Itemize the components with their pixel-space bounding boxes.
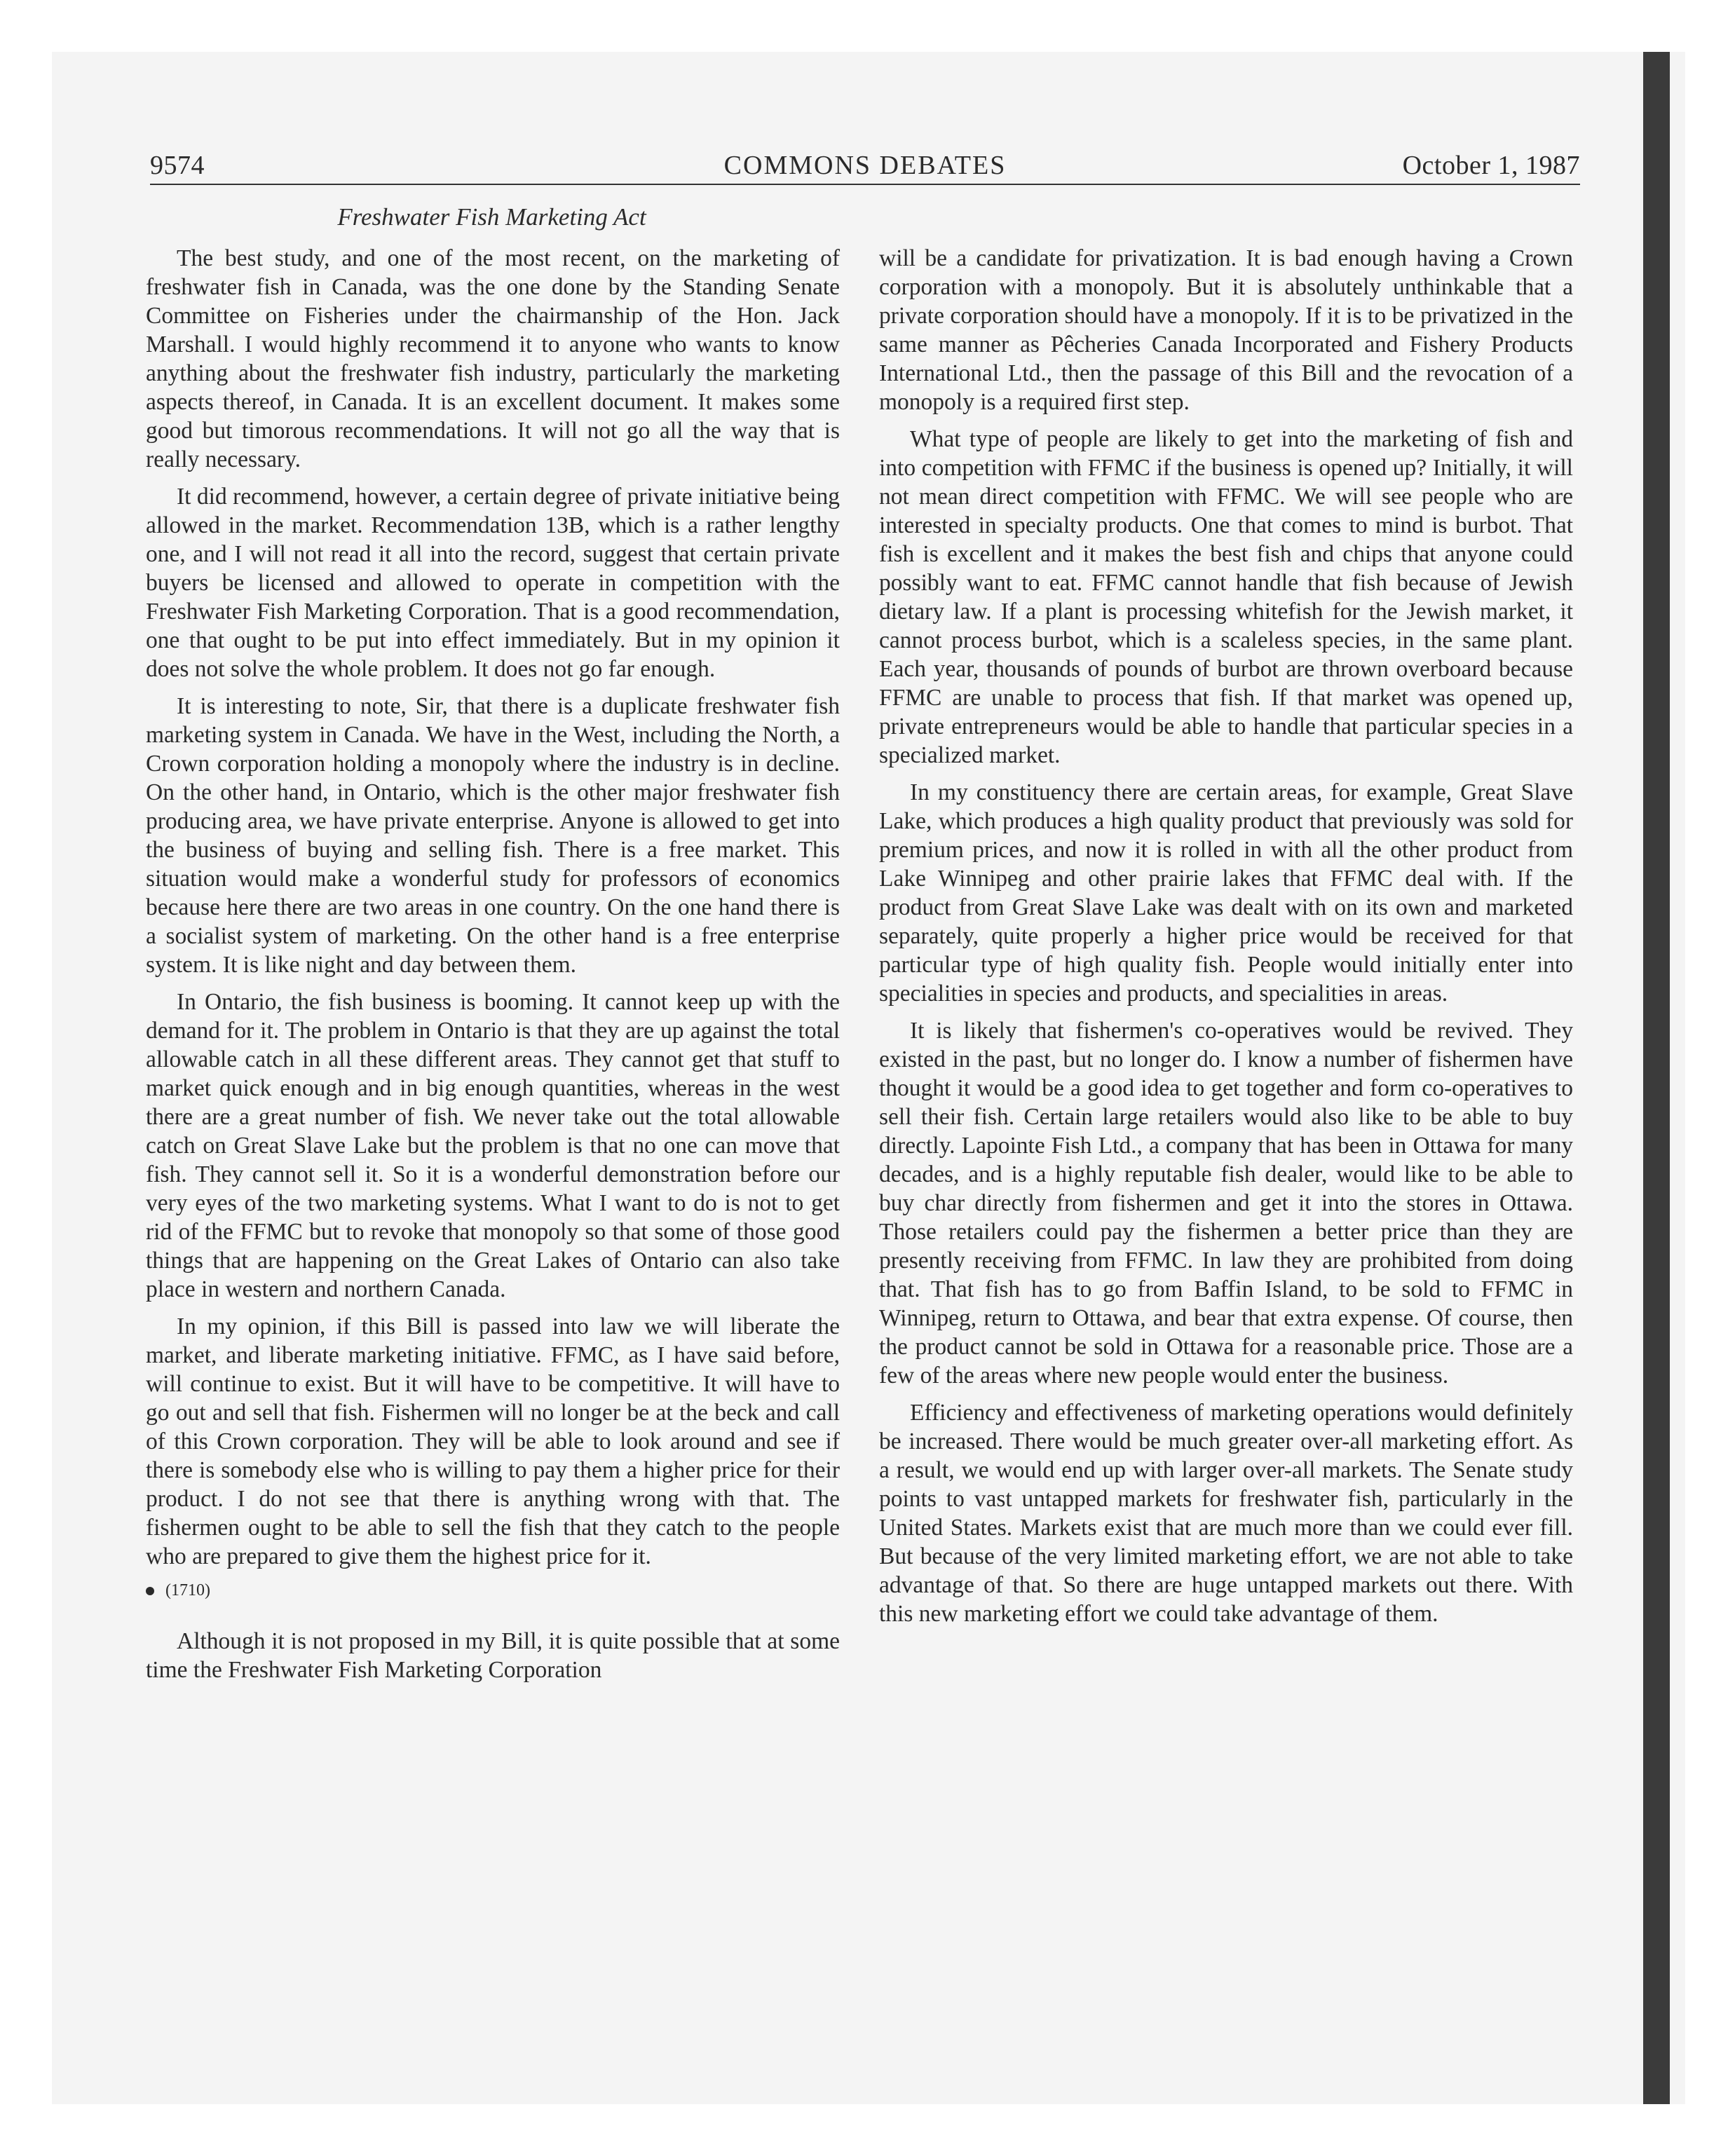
paragraph: In my opinion, if this Bill is passed into law we will liberate the market, and liberate marketing initiative. FFMC, as I have said before, will continue to exist. But it will have to be competitive. It will have to go out and sell that fish. Fishermen will no longer be at the beck and call of this Crown corporation. They will be able to look around and see if there is somebody else who is willing to pay them a higher price for their product. I do not see that there is anything wrong with that. The fishermen ought to be able to sell the fish that they catch to the people who are prepared to give them the highest price for it. <box>146 1314 840 1569</box>
section-title: Freshwater Fish Marketing Act <box>337 203 646 231</box>
left-column <box>146 244 840 1693</box>
paragraph: The best study, and one of the most recent, on the marketing of freshwater fish in Canada, was the one done by the Standing Senate Committee on Fisheries under the chairmanship of the Hon. Jack Marshall. I would highly recommend it to anyone who wants to know anything about the freshwater fish industry, particularly the marketing aspects thereof, in Canada. It is an excellent document. It makes some good but timorous recommendations. It will not go all the way that is really necessary. <box>146 245 840 472</box>
paragraph: It did recommend, however, a certain degree of private initiative being allowed in the market. Recommendation 13B, which is a rather lengthy one, and I will not read it all into the record, suggest that certain private buyers be licensed and allowed to operate in competition with the Freshwater Fish Marketing Corporation. That is a good recommendation, one that ought to be put into effect immediately. But in my opinion it does not solve the whole problem. It does not go far enough. <box>146 484 840 682</box>
header-date: October 1, 1987 <box>1402 151 1580 180</box>
time-marker <box>146 1579 840 1602</box>
paragraph: Efficiency and effectiveness of marketing operations would definitely be increased. There would be much greater over-all marketing effort. As a result, we would end up with larger over-all markets. The Senate study points to vast untapped markets for freshwater fish, particularly in the United States. Markets exist that are much more than we could ever fill. But because of the very limited marketing effort, we are not able to take advantage of that. So there are huge untapped markets out there. With this new marketing effort we could take advantage of them. <box>879 1400 1573 1627</box>
paragraph: In my constituency there are certain areas, for example, Great Slave Lake, which produces a high quality product that previously was sold for premium prices, and now it is rolled in with all the other product from Lake Winnipeg and other prairie lakes that FFMC deal with. If the product from Great Slave Lake was dealt with on its own and marketed separately, quite properly a higher price would be received for that particular type of high quality fish. People would initially enter into specialities in species and products, and specialities in areas. <box>879 779 1573 1007</box>
bullet-icon <box>146 1587 154 1595</box>
page-number: 9574 <box>150 151 205 180</box>
paragraph: What type of people are likely to get into the marketing of fish and into competition with FFMC if the business is opened up? Initially, it will not mean direct competition with FFMC. We will see people who are interested in specialty products. One that comes to mind is burbot. That fish is excellent and it makes the best fish and chips that anyone could possibly want to eat. FFMC cannot handle that fish because of Jewish dietary law. If a plant is processing whitefish for the Jewish market, it cannot process burbot, which is a scaleless species, in the same plant. Each year, thousands of pounds of burbot are thrown overboard because FFMC are unable to process that fish. If that market was opened up, private entrepreneurs would be able to handle that particular species in a specialized market. <box>879 426 1573 768</box>
publication-title: COMMONS DEBATES <box>723 151 1007 180</box>
paragraph: It is likely that fishermen's co-operatives would be revived. They existed in the past, but no longer do. I know a number of fishermen have thought it would be a good idea to get together and form co-operatives to sell their fish. Certain large retailers would also like to be able to buy directly. Lapointe Fish Ltd., a company that has been in Ottawa for many decades, and is a highly reputable fish dealer, would like to be able to buy char directly from fishermen and get it into the stores in Ottawa. Those retailers could pay the fishermen a better price than they are presently receiving from FFMC. In law they are prohibited from doing that. That fish has to go from Baffin Island, to be sold to FFMC in Winnipeg, return to Ottawa, and bear that extra expense. Of course, then the product cannot be sold in Ottawa for a reasonable price. Those are a few of the areas where new people would enter the business. <box>879 1018 1573 1389</box>
time-marker-text: (1710) <box>165 1581 210 1599</box>
paragraph: It is interesting to note, Sir, that there is a duplicate freshwater fish marketing system in Canada. We have in the West, including the North, a Crown corporation holding a monopoly where the industry is in decline. On the other hand, in Ontario, which is the other major freshwater fish producing area, we have private enterprise. Anyone is allowed to get into the business of buying and selling fish. There is a free market. This situation would make a wonderful study for professors of economics because here there are two areas in one country. On the one hand there is a socialist system of marketing. On the other hand is a free enterprise system. It is like night and day between them. <box>146 693 840 978</box>
paragraph: Although it is not proposed in my Bill, it is quite possible that at some time the Freshwater Fish Marketing Corporation <box>146 1628 840 1683</box>
paragraph: In Ontario, the fish business is booming. It cannot keep up with the demand for it. The problem in Ontario is that they are up against the total allowable catch in all these different areas. They cannot get that stuff to market quick enough and in big enough quantities, whereas in the west there are a great number of fish. We never take out the total allowable catch on Great Slave Lake but the problem is that no one can move that fish. They cannot sell it. So it is a wonderful demonstration before our very eyes of the two marketing systems. What I want to do is not to get rid of the FFMC but to revoke that monopoly so that some of those good things that are happening on the Great Lakes of Ontario can also take place in western and northern Canada. <box>146 989 840 1302</box>
right-column <box>879 244 1573 1637</box>
scan-edge-shadow <box>1643 52 1670 2104</box>
header-rule <box>150 184 1580 185</box>
running-header <box>150 148 1580 183</box>
paragraph-continued: will be a candidate for privatization. It is bad enough having a Crown corporation with a monopoly. But it is absolutely unthinkable that a private corporation should have a monopoly. If it is to be privatized in the same manner as Pêcheries Canada Incorporated and Fishery Products International Ltd., then the passage of this Bill and the revocation of a monopoly is a required first step. <box>879 245 1573 415</box>
